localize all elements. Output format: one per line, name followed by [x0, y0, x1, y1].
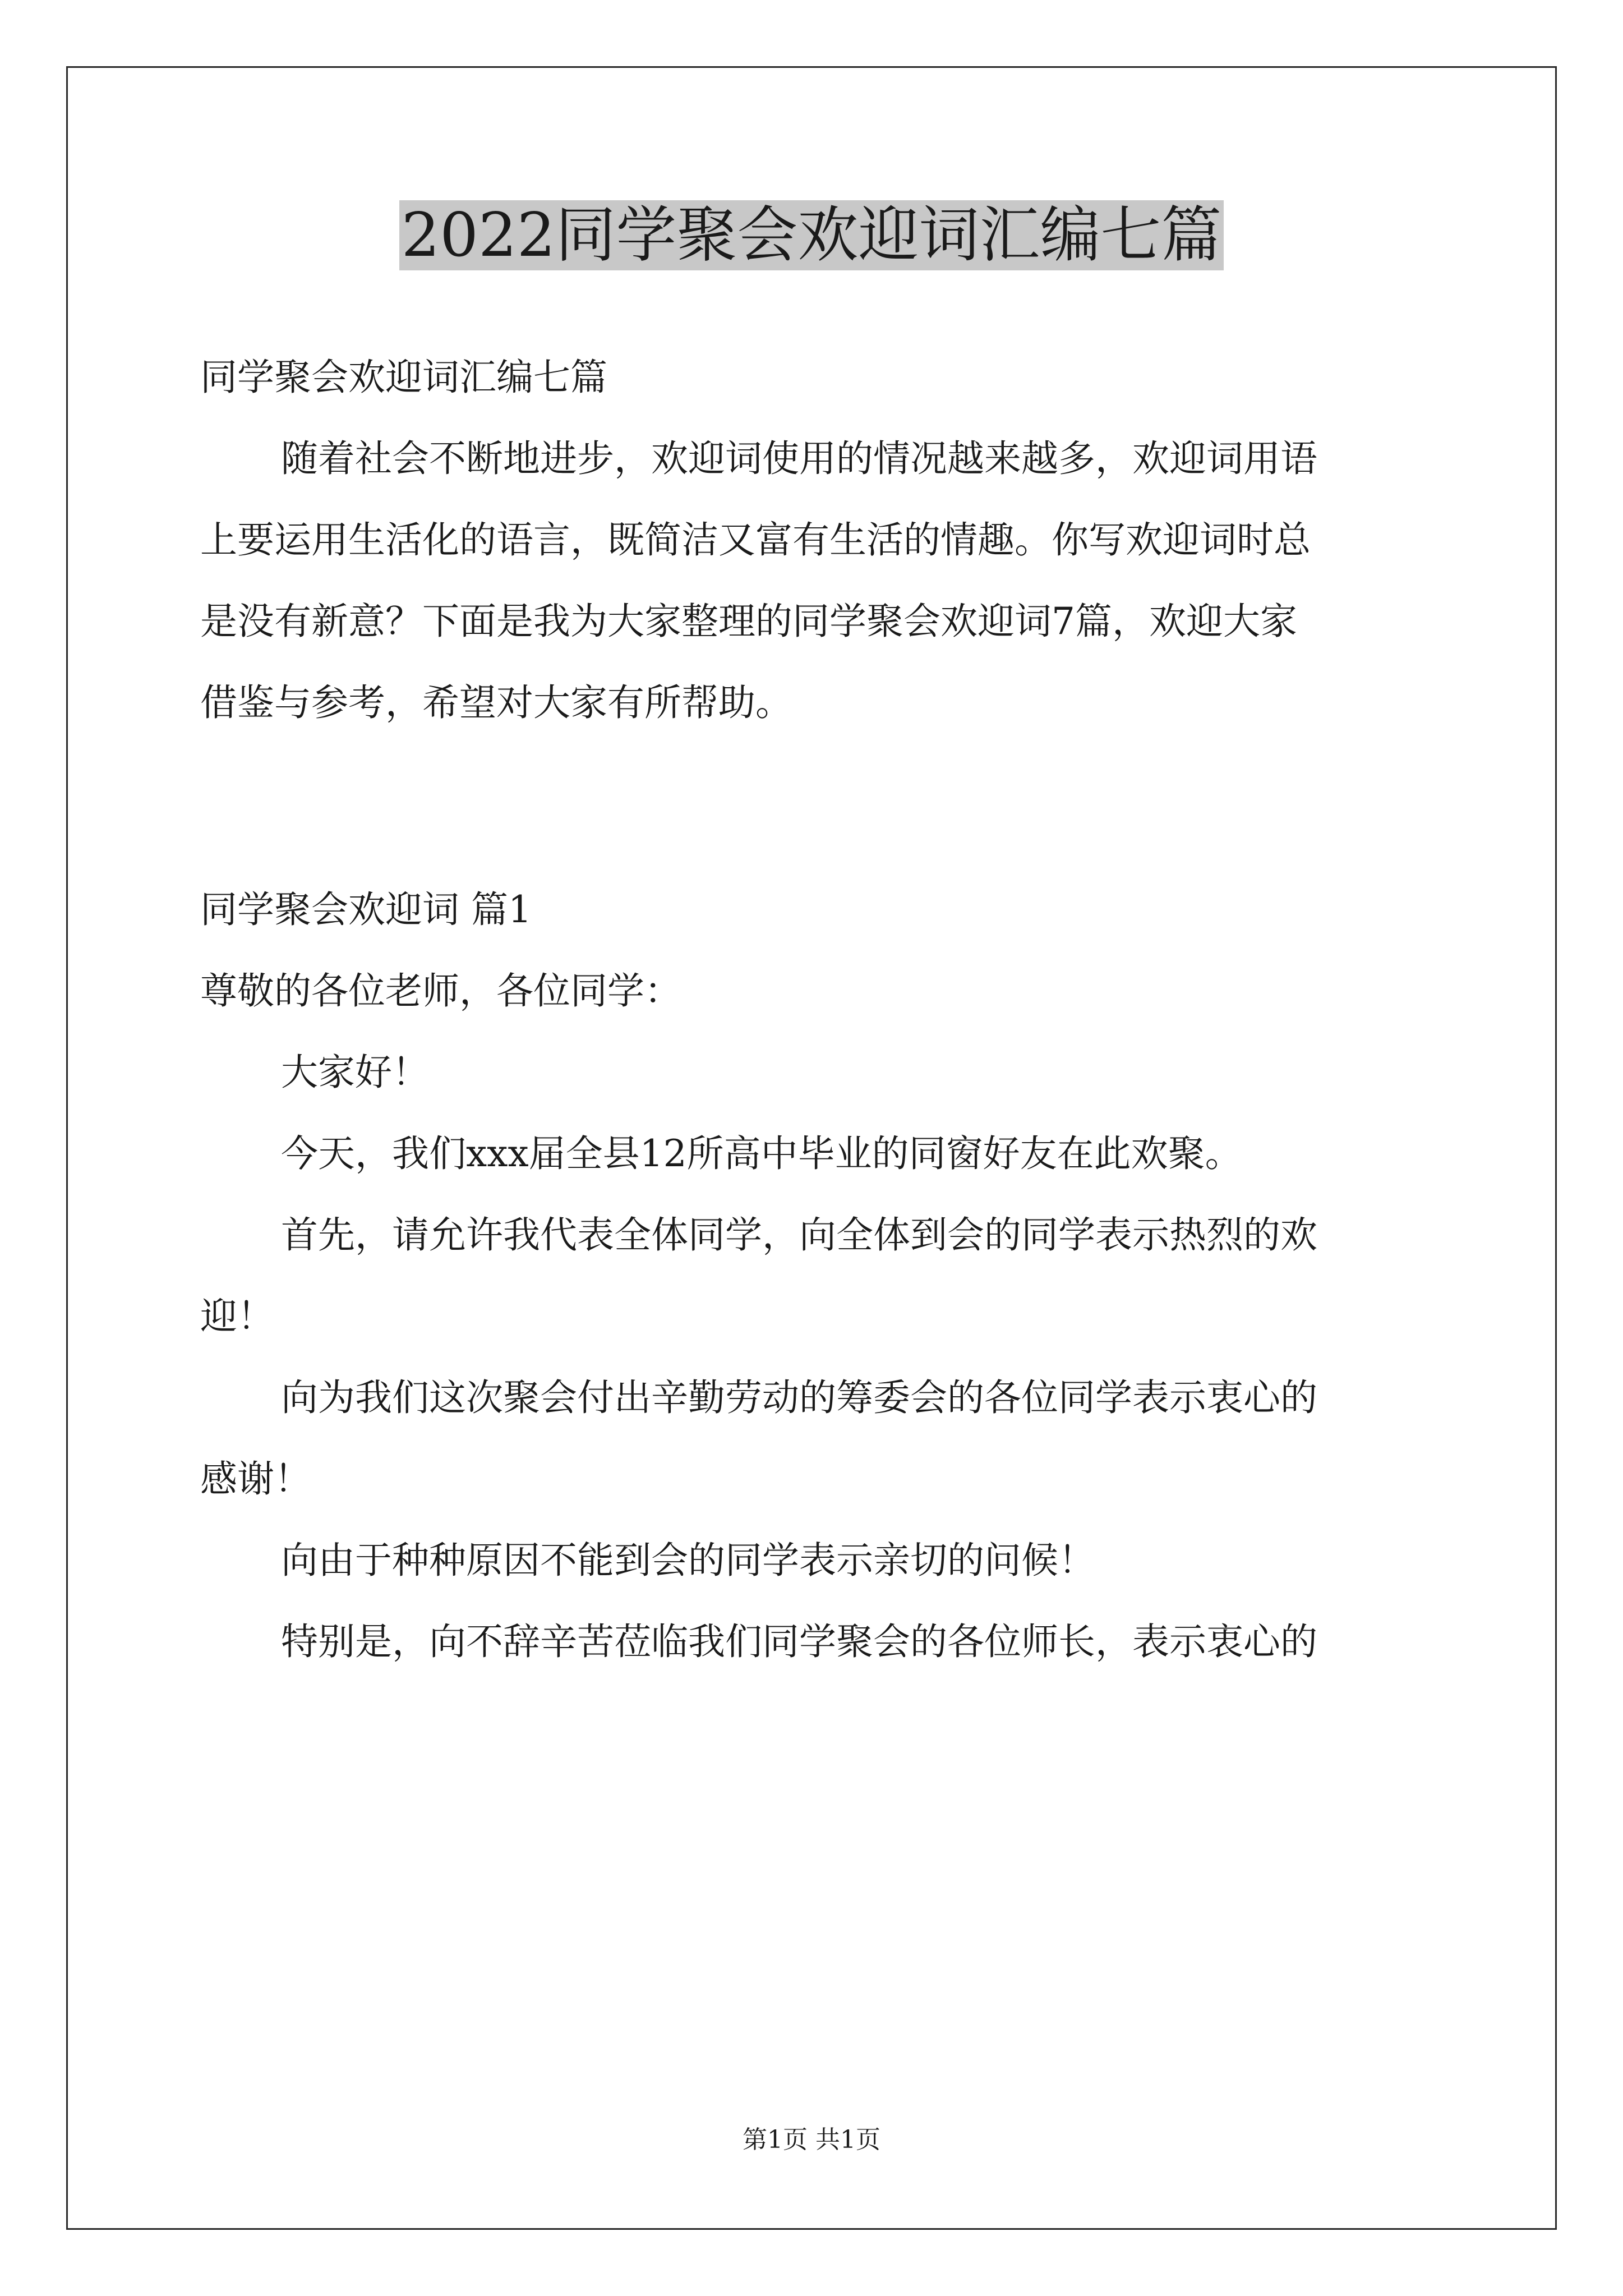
intro-line: 借鉴与参考，希望对大家有所帮助。 [200, 681, 792, 724]
document-title [0, 196, 1623, 275]
paragraph-continuation: 感谢！ [200, 1457, 311, 1501]
paragraph: 向为我们这次聚会付出辛勤劳动的筹委会的各位同学表示衷心的 [281, 1376, 1317, 1419]
paragraph: 特别是，向不辞辛苦莅临我们同学聚会的各位师长，表示衷心的 [281, 1620, 1317, 1663]
document-body [200, 337, 1434, 1682]
document-subtitle: 同学聚会欢迎词汇编七篇 [200, 356, 607, 399]
paragraph: 向由于种种原因不能到会的同学表示亲切的问候！ [281, 1539, 1095, 1582]
greeting: 大家好！ [281, 1051, 429, 1094]
paragraph: 今天，我们xxx届全县12所高中毕业的同窗好友在此欢聚。 [281, 1132, 1242, 1175]
section-heading: 同学聚会欢迎词 篇1 [200, 888, 532, 931]
salutation: 尊敬的各位老师，各位同学： [200, 969, 681, 1013]
intro-line: 是没有新意？下面是我为大家整理的同学聚会欢迎词7篇，欢迎大家 [200, 600, 1297, 643]
page-number-footer: 第1页 共1页 [743, 2125, 880, 2154]
paragraph-continuation: 迎！ [200, 1295, 274, 1338]
paragraph: 首先，请允许我代表全体同学，向全体到会的同学表示热烈的欢 [281, 1213, 1317, 1257]
intro-line: 随着社会不断地进步，欢迎词使用的情况越来越多，欢迎词用语 [281, 437, 1317, 480]
intro-line: 上要运用生活化的语言，既简洁又富有生活的情趣。你写欢迎词时总 [200, 518, 1311, 562]
document-title-text: 2022同学聚会欢迎词汇编七篇 [399, 200, 1224, 270]
